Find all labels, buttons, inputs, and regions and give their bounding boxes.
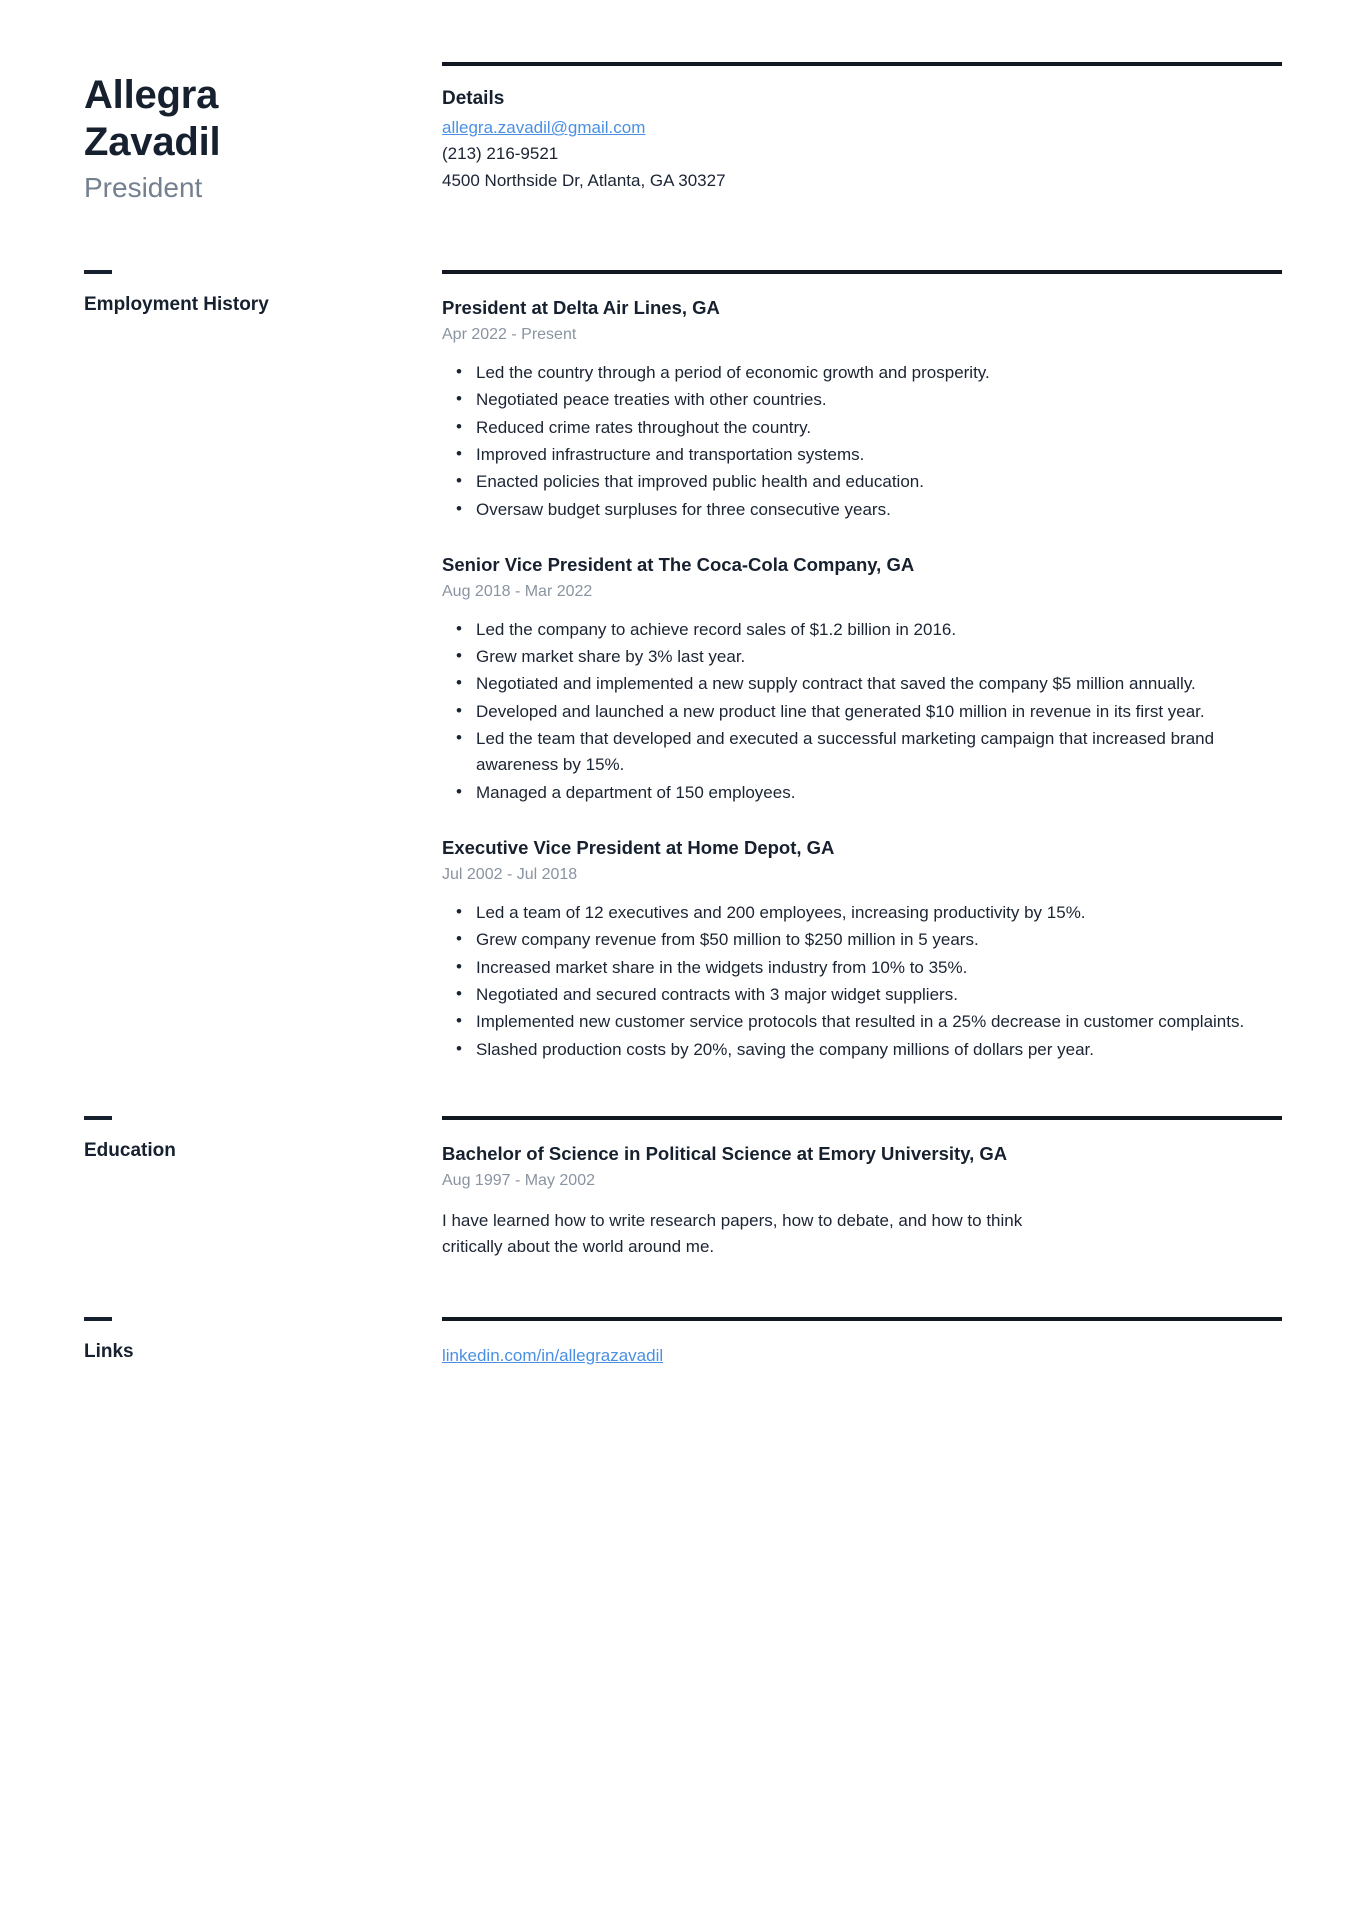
entry-bullet: • Negotiated and secured contracts with 3 major widget suppliers. xyxy=(442,982,1282,1008)
entry-title: Bachelor of Science in Political Science at Emory University, GA xyxy=(442,1143,1008,1165)
entry-bullet: • Grew market share by 3% last year. xyxy=(442,644,1282,670)
entry-bullet: • Led the team that developed and executed a successful marketing campaign that increased brand awareness by 15%. xyxy=(442,726,1282,779)
links-list xyxy=(442,1321,1282,1369)
employment-heading: Employment History xyxy=(84,293,269,315)
employment-entries xyxy=(442,274,1282,1063)
details-heading: Details xyxy=(442,88,505,109)
entry-bullet-list xyxy=(442,360,1282,523)
employment-entry xyxy=(442,836,1282,1063)
employment-left xyxy=(84,270,436,1064)
spacer-after-employment xyxy=(84,1064,1282,1116)
entry-bullet: • Oversaw budget surpluses for three consecutive years. xyxy=(442,497,1282,523)
linkedin-link[interactable]: linkedin.com/in/allegrazavadil xyxy=(442,1345,664,1365)
entry-bullet: • Reduced crime rates throughout the country. xyxy=(442,415,1282,441)
entry-date: Aug 2018 - Mar 2022 xyxy=(442,582,593,600)
education-entries xyxy=(442,1120,1282,1261)
education-left xyxy=(84,1116,436,1261)
entry-bullet: • Led a team of 12 executives and 200 employees, increasing productivity by 15%. xyxy=(442,900,1282,926)
entry-bullet: • Led the company to achieve record sales of $1.2 billion in 2016. xyxy=(442,617,1282,643)
header-left xyxy=(84,62,436,206)
entry-bullet: • Improved infrastructure and transportation systems. xyxy=(442,442,1282,468)
last-name: Zavadil xyxy=(84,119,221,164)
education-side-label xyxy=(84,1116,408,1163)
links-heading: Links xyxy=(84,1340,134,1362)
entry-bullet: • Developed and launched a new product line that generated $10 million in revenue in its first year. xyxy=(442,699,1282,725)
email-link[interactable]: allegra.zavadil@gmail.com xyxy=(442,118,646,137)
entry-date: Apr 2022 - Present xyxy=(442,326,577,344)
section-dash-icon xyxy=(84,270,112,274)
candidate-name xyxy=(84,72,314,166)
entry-title: Executive Vice President at Home Depot, GA xyxy=(442,837,835,859)
spacer-after-education xyxy=(84,1261,1282,1317)
links-left xyxy=(84,1317,436,1369)
header-section xyxy=(84,62,1282,206)
section-dash-icon xyxy=(84,1317,112,1321)
details-block xyxy=(442,66,1282,194)
links-column xyxy=(436,1317,1282,1369)
phone-text: (213) 216-9521 xyxy=(442,144,559,164)
entry-description: I have learned how to write research papers, how to debate, and how to think critically about the world around me. xyxy=(442,1210,1023,1257)
first-name: Allegra xyxy=(84,73,219,117)
entry-bullet: • Negotiated peace treaties with other countries. xyxy=(442,387,1282,413)
education-section xyxy=(84,1116,1282,1261)
entry-title: Senior Vice President at The Coca-Cola Company, GA xyxy=(442,553,915,575)
address-text: 4500 Northside Dr, Atlanta, GA 30327 xyxy=(442,170,726,190)
education-heading: Education xyxy=(84,1140,176,1162)
links-side-label xyxy=(84,1317,408,1364)
entry-bullet: • Increased market share in the widgets industry from 10% to 35%. xyxy=(442,955,1282,981)
employment-section xyxy=(84,270,1282,1064)
entry-bullet: • Implemented new customer service protocols that resulted in a 25% decrease in customer complaints. xyxy=(442,1009,1282,1035)
employment-entry xyxy=(442,296,1282,523)
name-block xyxy=(84,72,408,206)
links-section xyxy=(84,1317,1282,1369)
employment-side-label xyxy=(84,270,408,317)
entry-bullet: • Managed a department of 150 employees. xyxy=(442,780,1282,806)
entry-title: President at Delta Air Lines, GA xyxy=(442,296,720,318)
education-entry xyxy=(442,1142,1282,1261)
education-column xyxy=(436,1116,1282,1261)
section-dash-icon xyxy=(84,1116,112,1120)
entry-bullet-list xyxy=(442,900,1282,1063)
candidate-job-title: President xyxy=(84,171,203,203)
entry-bullet-list xyxy=(442,617,1282,806)
employment-entry xyxy=(442,553,1282,806)
entry-bullet: • Negotiated and implemented a new supply contract that saved the company $5 million annually. xyxy=(442,671,1282,697)
entry-date: Jul 2002 - Jul 2018 xyxy=(442,866,578,884)
details-column xyxy=(436,62,1282,206)
spacer-after-details xyxy=(84,206,1282,270)
entry-bullet: • Grew company revenue from $50 million to $250 million in 5 years. xyxy=(442,927,1282,953)
employment-column xyxy=(436,270,1282,1064)
entry-bullet: • Enacted policies that improved public health and education. xyxy=(442,469,1282,495)
entry-bullet: • Slashed production costs by 20%, saving the company millions of dollars per year. xyxy=(442,1037,1282,1063)
entry-date: Aug 1997 - May 2002 xyxy=(442,1172,595,1190)
entry-bullet: • Led the country through a period of economic growth and prosperity. xyxy=(442,360,1282,386)
